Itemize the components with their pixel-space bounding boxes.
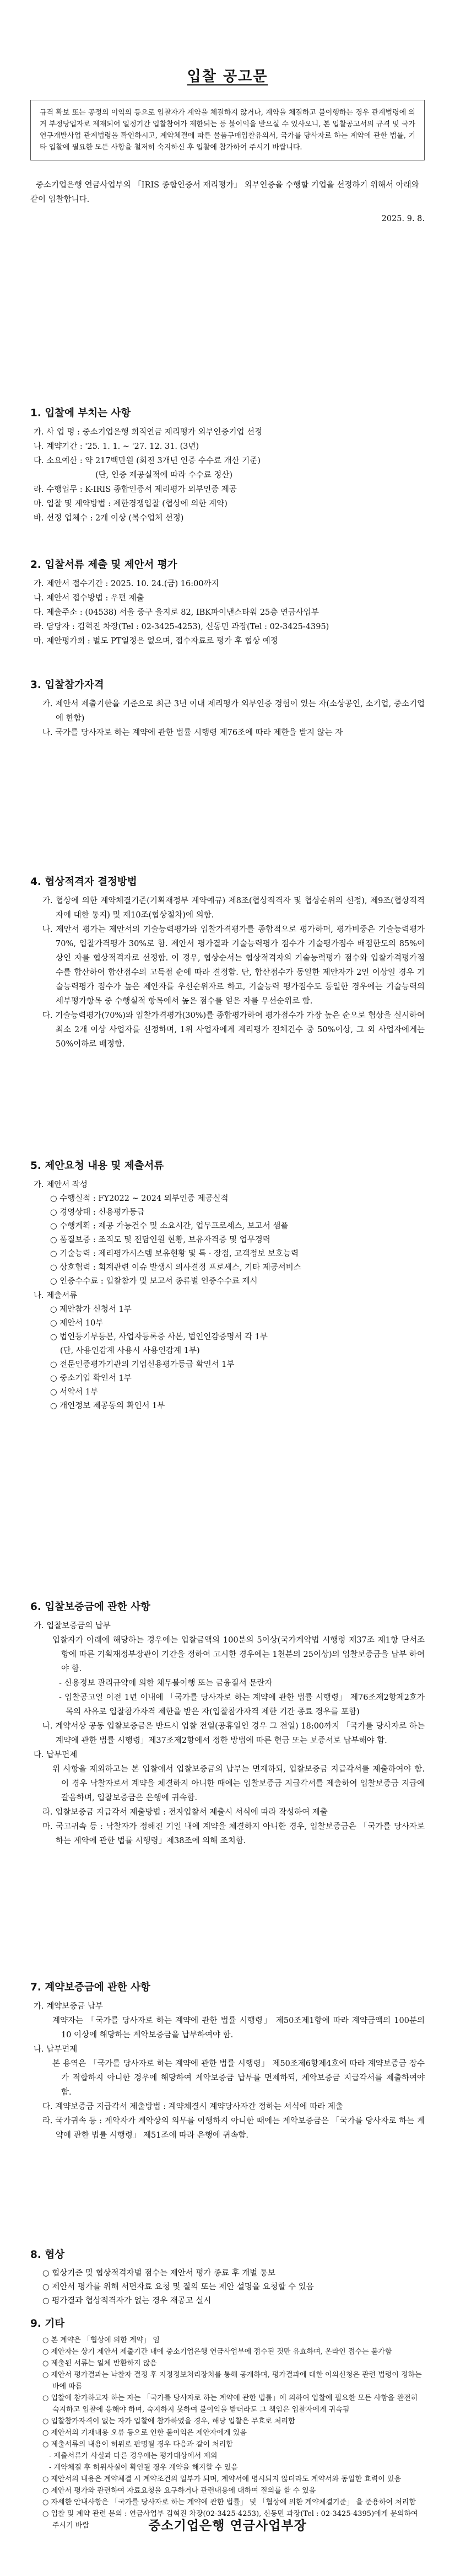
section-3 (30, 677, 425, 740)
section-4-heading: 4. 협상적격자 결정방법 (30, 876, 137, 888)
section-7-item: 라. 국가귀속 등 : 계약자가 계약상의 의무를 이행하지 아니한 때에는 계약보증금은 「국가를 당사자로 하는 계약에 관한 법률 시행령」 제51조에 따라 은행에 귀속함. (42, 2117, 425, 2140)
section-5 (30, 1158, 425, 1413)
section-2-heading: 2. 입찰서류 제출 및 제안서 평가 (30, 559, 177, 571)
page-title: 입찰 공고문 (187, 68, 268, 85)
section-6-item: 입찰자가 아래에 해당하는 경우에는 입찰금액의 100분의 5이상(국가계약법 시행령 제37조 제1항 단서조항에 따른 기획재정부장관이 기간을 정하여 고시한 경우에는 1천분의 25이상)의 입찰보증금을 납부 하여야 함. (52, 1636, 425, 1673)
section-8 (30, 2247, 425, 2308)
section-5-item: ○ 경영상태 : 신용평가등급 (50, 1208, 145, 1217)
intro-paragraph: 중소기업은행 연금사업부의 「IRIS 종합인증서 재리평가」 외부인증을 수행할 기업을 선정하기 위해서 아래와 같이 입찰합니다. (30, 181, 419, 204)
section-7-item: 가. 계약보증금 납부 (34, 2002, 103, 2011)
section-9 (30, 2316, 425, 2531)
section-6-item: 다. 납부면제 (34, 1751, 78, 1759)
caution-box: 규격 확보 또는 공정의 이익의 등으로 입찰자가 계약을 체결하지 않거나, 계약을 체결하고 불이행하는 경우 관계법령에 의거 부정당업자로 제재되어 일정기간 입찰참여가 제한되는 등 불이익을 받으실 수 있사오니, 본 입찰공고서의 규격 및 국가연구개발사업 관계법령을 확인하시고, 계약체결에 따른 물품구매입찰유의서, 국가를 당사자로 하는 계약에 관한 법률, 기타 입찰에 필요한 모든 사항을 철저히 숙지하신 후 입찰에 참가하여 주시기 바랍니다. (30, 100, 425, 160)
section-5-item: ○ 전문인증평가기관의 기업신용평가등급 확인서 1부 (50, 1360, 235, 1369)
section-8-item: ○ 제안서 평가를 위해 서면자료 요청 및 질의 또는 제안 설명을 요청할 수 있음 (42, 2283, 314, 2291)
section-4-item: 나. 제안서 평가는 제안서의 기술능력평가와 입찰가격평가를 종합적으로 평가하며, 평가비중은 기술능력평가 70%, 입찰가격평가 30%로 함. 제안서 평가결과 기술능력평가 점수가 기술평가점수 배점한도의 85%이상인 자를 협상적격자로 선정함. 이 경우, 협상순서는 협상적격자의 기술능력평가 점수와 입찰가격평가점수를 합산하여 합산점수의 고득점 순에 따라 결정함. 단, 합산점수가 동일한 제안자가 2인 이상일 경우 기술능력평가 점수가 높은 제안자를 우선순위자로 하고, 기술능력 평가점수도 동일한 경우에는 기술능력의 세부평가항목 중 수행실적 항목에서 높은 점수를 얻은 자를 우선순위로 함. (42, 925, 425, 1006)
section-3-heading: 3. 입찰참가자격 (30, 679, 104, 691)
section-2-item: 나. 제안서 접수방법 : 우편 제출 (34, 594, 144, 603)
section-2-item: 가. 제안서 접수기간 : 2025. 10. 24.(금) 16:00까지 (34, 579, 219, 588)
section-9-item: ○ 입찰 및 계약 관련 문의 : 연금사업부 김혁진 차장(02-3425-4253), 신동민 과장(Tel : 02-3425-4395)에게 문의하여 주시기 바람 (42, 2510, 418, 2530)
section-6-item: - 입찰공고일 이전 1년 이내에 「국가를 당사자로 하는 계약에 관한 법률 시행령」 제76조제2항제2호가목의 사유로 입찰참가자격 제한을 받은 자(입찰참가자격 제한 기간 종료 경우를 포함) (59, 1693, 425, 1716)
section-7-item: 나. 납부면제 (34, 2045, 78, 2054)
section-9-item: ○ 입찰참가자격이 없는 자가 입찰에 참가하였을 경우, 해당 입찰은 무효로 처리함 (42, 2417, 295, 2425)
section-2 (30, 557, 425, 648)
section-9-heading: 9. 기타 (30, 2318, 65, 2330)
section-5-item: ○ 제안참가 신청서 1부 (50, 1305, 132, 1314)
section-7-item: 계약자는 「국가를 당사자로 하는 계약에 관한 법률 시행령」 제50조제1항에 따라 계약금액의 100분의 10 이상에 해당하는 계약보증금을 납부하여야 함. (52, 2016, 425, 2040)
section-9-item: ○ 자세한 안내사항은 「국가를 당사자로 하는 계약에 관한 법률」 및 「협상에 의한 계약체결기준」 을 준용하여 처리함 (42, 2498, 416, 2507)
section-1 (30, 405, 425, 525)
section-8-heading: 8. 협상 (30, 2249, 65, 2261)
issuer-signature: 중소기업은행 연금사업부장 (148, 2519, 307, 2533)
section-8-item: ○ 협상기준 및 협상적격자별 점수는 제안서 평가 종료 후 개별 통보 (42, 2269, 275, 2278)
section-5-item: ○ 수행실적 : FY2022 ~ 2024 외부인증 제공실적 (50, 1194, 229, 1203)
section-9-item: ○ 제안서의 기재내용 오류 등으로 인한 불이익은 제안자에게 있음 (42, 2429, 247, 2437)
section-9-item: ○ 제출서류의 내용이 허위로 판명될 경우 다음과 같이 처리함 (42, 2440, 233, 2449)
announcement-date: 2025. 9. 8. (381, 214, 425, 223)
section-6-item: 위 사항을 제외하고는 본 입찰에서 입찰보증금의 납부는 면제하되, 입찰보증금 지급각서를 제출하여야 함. 이 경우 낙찰자로서 계약을 체결하지 아니한 때에는 입찰보증금 지급각서를 제출하여 입찰보증금 지급에 갈음하며, 입찰보증금은 은행에 귀속함. (52, 1765, 425, 1802)
section-6-item: 라. 입찰보증금 지급각서 제출방법 : 전자입찰서 제출시 서식에 따라 작성하여 제출 (42, 1808, 328, 1817)
section-6-heading: 6. 입찰보증금에 관한 사항 (30, 1601, 150, 1613)
section-5-item: ○ 중소기업 확인서 1부 (50, 1374, 132, 1383)
section-3-item: 가. 제안서 제출기한을 기준으로 최근 3년 이내 제리평가 외부인증 경험이 있는 자(소상공인, 소기업, 중소기업에 한함) (42, 700, 425, 723)
section-5-item: (단, 사용인감계 사용시 사용인감계 1부) (60, 1346, 200, 1355)
section-1-item: 마. 입찰 및 계약방법 : 제한경쟁입찰 (협상에 의한 계약) (34, 500, 228, 508)
section-9-item: - 계약체결 후 허위사실이 확인될 경우 계약을 해지할 수 있음 (49, 2464, 238, 2472)
section-1-item: 가. 사 업 명 : 중소기업은행 회직연금 제리평가 외부인증기업 선정 (34, 428, 263, 437)
section-5-item: ○ 수행계획 : 제공 가능건수 및 소요시간, 업무프로세스, 보고서 샘플 (50, 1222, 289, 1231)
section-9-item: ○ 제안자는 상기 제안서 제출기간 내에 중소기업은행 연금사업부에 접수된 것만 유효하며, 온라인 접수는 불가함 (42, 2348, 392, 2356)
section-6-item: 가. 입찰보증금의 납부 (34, 1622, 111, 1630)
section-5-item: ○ 인증수수료 : 입찰참가 및 보고서 종류별 인증수수료 제시 (50, 1277, 258, 1286)
section-9-item: ○ 제출된 서류는 일체 반환하지 않음 (42, 2359, 157, 2368)
section-3-item: 나. 국가를 당사자로 하는 계약에 관한 법률 시행령 제76조에 따라 제한을 받지 않는 자 (42, 728, 343, 737)
section-5-item: ○ 상호협력 : 회계관련 이슈 발생시 의사결정 프로세스, 기타 제공서비스 (50, 1263, 301, 1272)
section-7-heading: 7. 계약보증금에 관한 사항 (30, 1982, 150, 1993)
section-1-item: 다. 소요예산 : 약 217백만원 (회진 3개년 인증 수수료 개산 기준) (34, 457, 261, 465)
section-2-item: 라. 담당자 : 김혁진 차장(Tel : 02-3425-4253), 신동민 과장(Tel : 02-3425-4395) (34, 622, 329, 631)
section-5-item: 나. 제출서류 (34, 1291, 78, 1300)
section-2-item: 마. 제안평가회 : 별도 PT일정은 없으며, 접수자료로 평가 후 협상 예정 (34, 637, 278, 646)
section-5-item: 가. 제안서 작성 (34, 1180, 88, 1189)
section-6-item: 마. 국고귀속 등 : 낙찰자가 정해진 기일 내에 계약을 체결하지 아니한 경우, 입찰보증금은 「국가를 당사자로 하는 계약에 관한 법률 시행령」제38조에 의해 조치함. (42, 1822, 425, 1845)
section-6-item: 나. 계약서상 공동 입찰보증금은 반드시 입찰 전일(공휴일인 경우 그 전일) 18:00까지 「국가를 당사자로 하는 계약에 관한 법률 시행령」제37조제2항에서 정한 방법에 따른 현금 또는 보증서로 납부해야 함. (42, 1722, 425, 1745)
section-5-item: ○ 제안서 10부 (50, 1319, 104, 1328)
section-5-item: ○ 기술능력 : 제리평가시스템 보유현황 및 특 · 장점, 고객정보 보호능력 (50, 1249, 299, 1258)
section-5-heading: 5. 제안요청 내용 및 제출서류 (30, 1160, 164, 1172)
section-9-item: ○ 본 계약은 「협상에 의한 계약」 임 (42, 2336, 160, 2344)
section-5-item: ○ 법인등기부등본, 사업자등록증 사본, 법인인감증명서 각 1부 (50, 1333, 268, 1341)
section-2-item: 다. 제출주소 : (04538) 서울 중구 을지로 82, IBK파이낸스타워 25층 연금사업부 (34, 608, 319, 617)
section-9-item: ○ 제안서의 내용은 계약체결 시 계약조건의 일부가 되며, 계약서에 명시되지 않더라도 계약서와 동일한 효력이 있음 (42, 2475, 401, 2483)
section-1-heading: 1. 입찰에 부치는 사항 (30, 407, 131, 419)
section-7-item: 본 용역은 「국가를 당사자로 하는 계약에 관한 법률 시행령」 제50조제6항제4호에 따라 계약보증금 장수가 적합하지 아니한 경우에 해당하여 계약보증금 납부를 면제하되, 계약보증금 지급각서를 제출하여야 함. (52, 2059, 425, 2097)
section-9-item: - 제출서류가 사실과 다른 경우에는 평가대상에서 제외 (49, 2452, 218, 2460)
section-8-item: ○ 평가결과 협상적격자가 없는 경우 재공고 실시 (42, 2296, 212, 2305)
section-4-item: 가. 협상에 의한 계약체결기준(기획재정부 계약예규) 제8조(협상적격자 및 협상순위의 선정), 제9조(협상적격자에 대한 통지) 및 제10조(협상절차)에 의함. (42, 897, 425, 920)
section-1-item: 바. 선정 업체수 : 2개 이상 (복수업체 선정) (34, 514, 184, 523)
section-9-item: ○ 제안서 평가결과는 낙찰자 결정 후 지정정보처리장치를 통해 공개하며, 평가결과에 대한 이의신청은 관련 법령이 정하는 바에 따름 (42, 2371, 422, 2391)
section-1-item: 라. 수행업무 : K-IRIS 종합인증서 제리평가 외부인증 제공 (34, 485, 237, 494)
section-9-item: ○ 제안서 평가와 관련하여 자료요청을 요구하거나 관련내용에 대하여 질의를 할 수 있음 (42, 2487, 316, 2495)
section-5-item: ○ 개인정보 제공동의 확인서 1부 (50, 1402, 165, 1410)
section-4 (30, 874, 425, 1051)
section-5-item: ○ 품질보증 : 조직도 및 전담인원 현황, 보유자격증 및 업무경력 (50, 1236, 270, 1244)
section-4-item: 다. 기술능력평가(70%)와 입찰가격평가(30%)를 종합평가하여 평가점수가 가장 높은 순으로 협상을 실시하여 최소 2개 이상 사업자를 선정하며, 1위 사업자에게 계리평가 전체건수 중 50%이상, 그 외 사업자에게는 50%이하로 배정함. (42, 1011, 425, 1049)
section-7 (30, 1979, 425, 2143)
section-5-item: ○ 서약서 1부 (50, 1388, 99, 1397)
section-1-item: 나. 계약기간 : '25. 1. 1. ~ '27. 12. 31. (3년) (34, 442, 199, 451)
section-7-item: 다. 계약보증금 지급각서 제출방법 : 계약체결시 계약당사자간 정하는 서식에 따라 제출 (42, 2102, 343, 2111)
section-1-item: (단, 인증 제공실적에 따라 수수료 정산) (95, 471, 233, 480)
section-9-item: ○ 입찰에 참가하고자 하는 자는 「국가를 당사자로 하는 계약에 관한 법률」에 의하여 입찰에 필요한 모든 사항을 완전히 숙지하고 입찰에 응해야 하며, 숙지하지 못하여 불이익을 받더라도 그 책임은 입찰자에게 귀속됨 (42, 2394, 418, 2414)
section-6 (30, 1599, 425, 1848)
section-6-item: - 신용정보 관리규약에 의한 채무불이행 또는 금융질서 문란자 (59, 1679, 273, 1688)
